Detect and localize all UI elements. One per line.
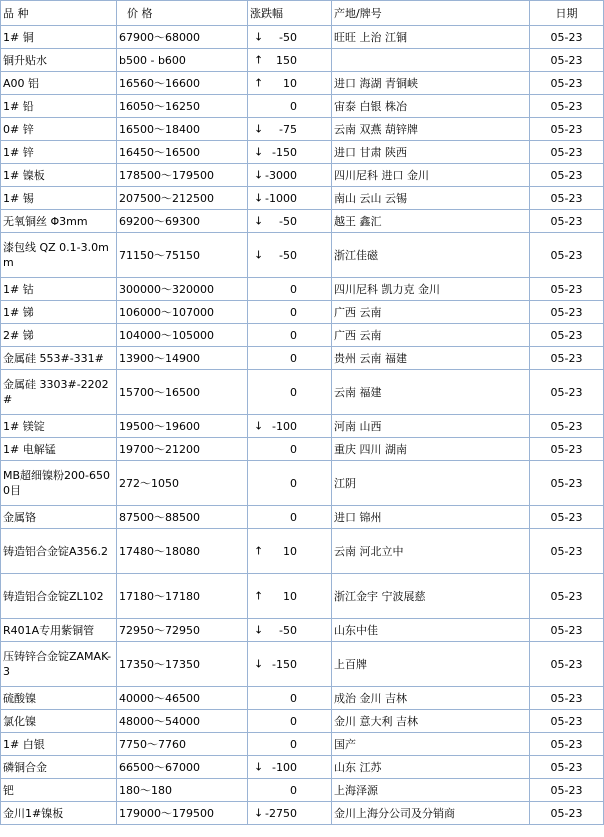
cell-name: 铸造铝合金锭ZL102 xyxy=(1,574,117,619)
cell-price: 15700～16500 xyxy=(117,370,248,415)
change-value: 0 xyxy=(290,737,297,751)
cell-price: 180～180 xyxy=(117,779,248,802)
cell-price: 72950～72950 xyxy=(117,619,248,642)
cell-name: 铸造铝合金锭A356.2 xyxy=(1,529,117,574)
cell-price: 71150～75150 xyxy=(117,233,248,278)
cell-date: 05-23 xyxy=(530,233,604,278)
change-value: 0 xyxy=(290,691,297,705)
cell-price: 66500～67000 xyxy=(117,756,248,779)
cell-origin: 进口 甘肃 陕西 xyxy=(332,141,530,164)
cell-price: 69200～69300 xyxy=(117,210,248,233)
cell-price: 19700～21200 xyxy=(117,438,248,461)
cell-change xyxy=(248,461,332,506)
arrow-down-icon: ↓ xyxy=(254,248,264,262)
change-value: 0 xyxy=(290,282,297,296)
cell-price: 16450～16500 xyxy=(117,141,248,164)
cell-name: 1# 锡 xyxy=(1,187,117,210)
cell-date: 05-23 xyxy=(530,118,604,141)
table-row xyxy=(1,370,604,415)
cell-change xyxy=(248,574,332,619)
change-value: 10 xyxy=(283,589,297,603)
cell-change xyxy=(248,438,332,461)
table-row xyxy=(1,347,604,370)
cell-price: b500 - b600 xyxy=(117,49,248,72)
cell-price: 48000～54000 xyxy=(117,710,248,733)
cell-name: 钯 xyxy=(1,779,117,802)
cell-date: 05-23 xyxy=(530,347,604,370)
table-row xyxy=(1,619,604,642)
cell-origin: 贵州 云南 福建 xyxy=(332,347,530,370)
table-row xyxy=(1,687,604,710)
cell-date: 05-23 xyxy=(530,49,604,72)
cell-name: 漆包线 QZ 0.1-3.0mm xyxy=(1,233,117,278)
cell-change xyxy=(248,49,332,72)
arrow-down-icon: ↓ xyxy=(254,30,264,44)
cell-date: 05-23 xyxy=(530,756,604,779)
arrow-down-icon: ↓ xyxy=(254,122,264,136)
change-value: -3000 xyxy=(265,168,297,182)
cell-price: 40000～46500 xyxy=(117,687,248,710)
cell-origin: 宙泰 白银 株冶 xyxy=(332,95,530,118)
cell-change xyxy=(248,324,332,347)
cell-change xyxy=(248,164,332,187)
cell-date: 05-23 xyxy=(530,26,604,49)
cell-name: 无氧铜丝 Φ3mm xyxy=(1,210,117,233)
header-origin: 产地/牌号 xyxy=(332,1,530,26)
cell-name: 金属硅 553#-331# xyxy=(1,347,117,370)
change-value: -100 xyxy=(272,760,297,774)
cell-origin: 河南 山西 xyxy=(332,415,530,438)
cell-price: 16560～16600 xyxy=(117,72,248,95)
change-value: 0 xyxy=(290,99,297,113)
cell-price: 300000～320000 xyxy=(117,278,248,301)
cell-name: A00 铝 xyxy=(1,72,117,95)
cell-origin: 江阴 xyxy=(332,461,530,506)
cell-change xyxy=(248,779,332,802)
cell-origin: 云南 双燕 葫锌牌 xyxy=(332,118,530,141)
cell-price: 16050～16250 xyxy=(117,95,248,118)
cell-name: 1# 铜 xyxy=(1,26,117,49)
cell-price: 104000～105000 xyxy=(117,324,248,347)
cell-change xyxy=(248,233,332,278)
cell-date: 05-23 xyxy=(530,210,604,233)
arrow-up-icon: ↑ xyxy=(254,76,264,90)
cell-change xyxy=(248,506,332,529)
cell-price: 13900～14900 xyxy=(117,347,248,370)
table-row xyxy=(1,164,604,187)
cell-date: 05-23 xyxy=(530,301,604,324)
cell-origin: 成治 金川 吉林 xyxy=(332,687,530,710)
cell-price: 207500～212500 xyxy=(117,187,248,210)
cell-change xyxy=(248,95,332,118)
cell-date: 05-23 xyxy=(530,642,604,687)
arrow-down-icon: ↓ xyxy=(254,623,264,637)
table-row xyxy=(1,415,604,438)
cell-origin: 上海泽源 xyxy=(332,779,530,802)
cell-date: 05-23 xyxy=(530,619,604,642)
cell-price: 7750～7760 xyxy=(117,733,248,756)
arrow-down-icon: ↓ xyxy=(254,419,264,433)
cell-name: 硫酸镍 xyxy=(1,687,117,710)
change-value: -1000 xyxy=(265,191,297,205)
cell-name: 1# 钴 xyxy=(1,278,117,301)
table-header-row xyxy=(1,1,604,26)
cell-origin: 云南 福建 xyxy=(332,370,530,415)
cell-date: 05-23 xyxy=(530,529,604,574)
change-value: -150 xyxy=(272,657,297,671)
header-date: 日期 xyxy=(530,1,604,26)
change-value: 0 xyxy=(290,783,297,797)
change-value: 0 xyxy=(290,385,297,399)
cell-origin: 广西 云南 xyxy=(332,324,530,347)
change-value: -50 xyxy=(279,248,297,262)
arrow-down-icon: ↓ xyxy=(254,145,264,159)
change-value: 0 xyxy=(290,351,297,365)
change-value: 0 xyxy=(290,305,297,319)
cell-change xyxy=(248,72,332,95)
cell-name: 1# 白银 xyxy=(1,733,117,756)
cell-origin: 旺旺 上治 江铜 xyxy=(332,26,530,49)
table-row xyxy=(1,710,604,733)
arrow-down-icon: ↓ xyxy=(254,191,264,205)
change-value: 150 xyxy=(276,53,297,67)
cell-origin: 山东 江苏 xyxy=(332,756,530,779)
table-row xyxy=(1,779,604,802)
table-row xyxy=(1,802,604,825)
cell-name: 磷铜合金 xyxy=(1,756,117,779)
table-row xyxy=(1,301,604,324)
cell-change xyxy=(248,118,332,141)
cell-origin: 南山 云山 云锡 xyxy=(332,187,530,210)
cell-price: 67900～68000 xyxy=(117,26,248,49)
cell-origin xyxy=(332,49,530,72)
change-value: 0 xyxy=(290,510,297,524)
cell-change xyxy=(248,642,332,687)
cell-origin: 云南 河北立中 xyxy=(332,529,530,574)
cell-price: 106000～107000 xyxy=(117,301,248,324)
table-row xyxy=(1,118,604,141)
change-value: -50 xyxy=(279,30,297,44)
cell-name: 金川1#镍板 xyxy=(1,802,117,825)
cell-price: 17180～17180 xyxy=(117,574,248,619)
cell-name: 1# 镁锭 xyxy=(1,415,117,438)
table-row xyxy=(1,278,604,301)
cell-date: 05-23 xyxy=(530,415,604,438)
change-value: 10 xyxy=(283,76,297,90)
cell-date: 05-23 xyxy=(530,710,604,733)
cell-price: 17480～18080 xyxy=(117,529,248,574)
cell-origin: 进口 海湖 青铜峡 xyxy=(332,72,530,95)
cell-date: 05-23 xyxy=(530,506,604,529)
cell-origin: 进口 锦州 xyxy=(332,506,530,529)
cell-origin: 上百牌 xyxy=(332,642,530,687)
arrow-down-icon: ↓ xyxy=(254,806,264,820)
cell-name: 金属铬 xyxy=(1,506,117,529)
cell-date: 05-23 xyxy=(530,95,604,118)
cell-change xyxy=(248,141,332,164)
cell-origin: 山东中佳 xyxy=(332,619,530,642)
cell-price: 19500～19600 xyxy=(117,415,248,438)
cell-change xyxy=(248,26,332,49)
cell-price: 87500～88500 xyxy=(117,506,248,529)
cell-name: 金属硅 3303#-2202# xyxy=(1,370,117,415)
table-row xyxy=(1,733,604,756)
cell-date: 05-23 xyxy=(530,733,604,756)
cell-date: 05-23 xyxy=(530,687,604,710)
cell-date: 05-23 xyxy=(530,438,604,461)
cell-price: 272～1050 xyxy=(117,461,248,506)
cell-change xyxy=(248,802,332,825)
cell-name: 1# 铅 xyxy=(1,95,117,118)
change-value: -50 xyxy=(279,214,297,228)
cell-date: 05-23 xyxy=(530,370,604,415)
arrow-up-icon: ↑ xyxy=(254,589,264,603)
table-row xyxy=(1,642,604,687)
table-row xyxy=(1,95,604,118)
arrow-down-icon: ↓ xyxy=(254,657,264,671)
cell-date: 05-23 xyxy=(530,72,604,95)
cell-name: 1# 镍板 xyxy=(1,164,117,187)
cell-origin: 四川尼科 进口 金川 xyxy=(332,164,530,187)
cell-origin: 广西 云南 xyxy=(332,301,530,324)
table-row xyxy=(1,529,604,574)
cell-name: 压铸锌合金锭ZAMAK-3 xyxy=(1,642,117,687)
change-value: 0 xyxy=(290,476,297,490)
table-row xyxy=(1,26,604,49)
arrow-up-icon: ↑ xyxy=(254,544,264,558)
cell-name: 0# 锌 xyxy=(1,118,117,141)
cell-name: 1# 电解锰 xyxy=(1,438,117,461)
cell-change xyxy=(248,210,332,233)
table-row xyxy=(1,756,604,779)
cell-origin: 重庆 四川 湖南 xyxy=(332,438,530,461)
cell-origin: 金川上海分公司及分销商 xyxy=(332,802,530,825)
cell-name: 铜升贴水 xyxy=(1,49,117,72)
table-row xyxy=(1,461,604,506)
cell-name: MB超细镍粉200-6500目 xyxy=(1,461,117,506)
change-value: 0 xyxy=(290,328,297,342)
table-row xyxy=(1,574,604,619)
cell-change xyxy=(248,733,332,756)
cell-price: 16500～18400 xyxy=(117,118,248,141)
cell-change xyxy=(248,278,332,301)
header-change: 涨跌幅 xyxy=(248,1,332,26)
cell-origin: 越王 鑫汇 xyxy=(332,210,530,233)
cell-origin: 国产 xyxy=(332,733,530,756)
cell-date: 05-23 xyxy=(530,187,604,210)
change-value: -150 xyxy=(272,145,297,159)
cell-change xyxy=(248,415,332,438)
cell-change xyxy=(248,347,332,370)
cell-date: 05-23 xyxy=(530,164,604,187)
cell-origin: 浙江佳磁 xyxy=(332,233,530,278)
table-row xyxy=(1,187,604,210)
cell-date: 05-23 xyxy=(530,278,604,301)
cell-date: 05-23 xyxy=(530,574,604,619)
table-row xyxy=(1,210,604,233)
table-row xyxy=(1,506,604,529)
header-name: 品 种 xyxy=(1,1,117,26)
cell-name: 1# 锑 xyxy=(1,301,117,324)
change-value: -75 xyxy=(279,122,297,136)
cell-change xyxy=(248,187,332,210)
arrow-down-icon: ↓ xyxy=(254,760,264,774)
table-row xyxy=(1,438,604,461)
cell-date: 05-23 xyxy=(530,141,604,164)
cell-name: 1# 锌 xyxy=(1,141,117,164)
arrow-down-icon: ↓ xyxy=(254,168,264,182)
table-row xyxy=(1,72,604,95)
cell-origin: 金川 意大利 吉林 xyxy=(332,710,530,733)
cell-change xyxy=(248,619,332,642)
cell-name: 2# 锑 xyxy=(1,324,117,347)
cell-price: 178500～179500 xyxy=(117,164,248,187)
cell-date: 05-23 xyxy=(530,779,604,802)
cell-price: 17350～17350 xyxy=(117,642,248,687)
change-value: 10 xyxy=(283,544,297,558)
cell-change xyxy=(248,710,332,733)
cell-change xyxy=(248,756,332,779)
cell-date: 05-23 xyxy=(530,324,604,347)
cell-origin: 四川尼科 凯力克 金川 xyxy=(332,278,530,301)
arrow-up-icon: ↑ xyxy=(254,53,264,67)
header-price: 价 格 xyxy=(117,1,248,26)
cell-name: R401A专用紫铜管 xyxy=(1,619,117,642)
table-row xyxy=(1,49,604,72)
change-value: 0 xyxy=(290,442,297,456)
cell-origin: 浙江金宇 宁波展慈 xyxy=(332,574,530,619)
cell-change xyxy=(248,529,332,574)
table-row xyxy=(1,233,604,278)
cell-price: 179000～179500 xyxy=(117,802,248,825)
table-row xyxy=(1,141,604,164)
change-value: -2750 xyxy=(265,806,297,820)
cell-change xyxy=(248,301,332,324)
table-body xyxy=(1,26,604,825)
change-value: -100 xyxy=(272,419,297,433)
arrow-down-icon: ↓ xyxy=(254,214,264,228)
cell-change xyxy=(248,687,332,710)
change-value: 0 xyxy=(290,714,297,728)
cell-name: 氯化镍 xyxy=(1,710,117,733)
cell-change xyxy=(248,370,332,415)
cell-date: 05-23 xyxy=(530,461,604,506)
change-value: -50 xyxy=(279,623,297,637)
cell-date: 05-23 xyxy=(530,802,604,825)
table-row xyxy=(1,324,604,347)
